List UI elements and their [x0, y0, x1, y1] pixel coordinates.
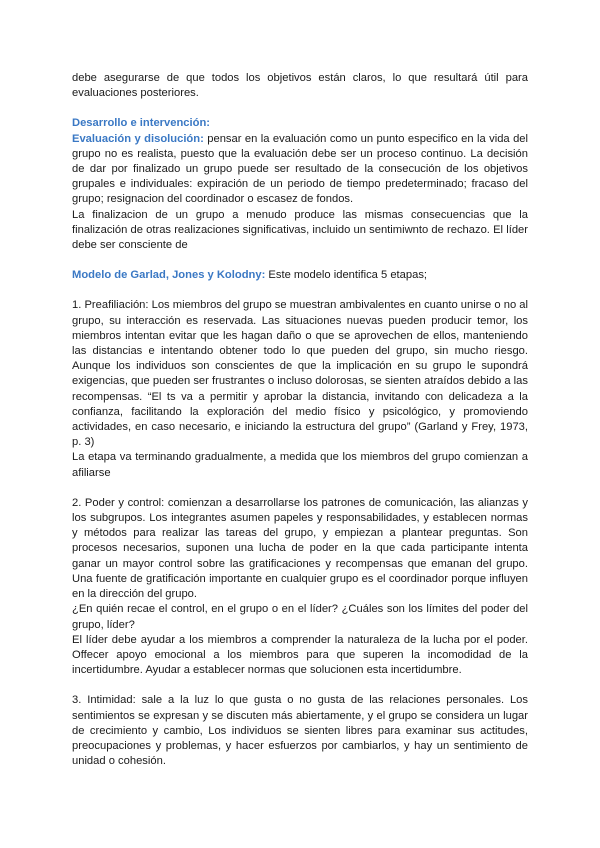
section-heading-desarrollo: Desarrollo e intervención: [72, 117, 211, 130]
document-body [72, 71, 528, 769]
intro-paragraph: debe asegurarse de que todos los objetivos están claros, lo que resultará útil para evaluaciones posteriores. [72, 72, 528, 100]
evaluacion-paragraph [72, 132, 528, 208]
etapa2-paragraph: 2. Poder y control: comienzan a desarrollarse los patrones de comunicación, las alianzas y los subgrupos. Los integrantes asumen papeles y responsabilidades, y establecen normas y métodos para realizar las tareas del grupo, y empiezan a plantear preguntas. Son procesos necesarios, suponen una lucha de poder en la que cada participante intenta ganar un mayor control sobre las gratificaciones y recompensas que emanan del grupo. Una fuente de gratificación importante en cualquier grupo es el coordinador porque influyen en la dirección del grupo. [72, 496, 528, 601]
evaluacion-text: pensar en la evaluación como un punto especifico en la vida del grupo no es realista, puesto que la evaluación debe ser un proceso continuo. La decisión de dar por finalizado un grupo puede ser resultado de la consecución de los objetivos grupales e individuales: expiración de un periodo de tiempo predeterminado; fracaso del grupo; resignacion del coordinador o escasez de fondos. [72, 132, 529, 206]
finalizacion-paragraph: La finalizacion de un grupo a menudo produce las mismas consecuencias que la finalización de otras realizaciones significativas, incluido un sentimiwnto de rechazo. El líder debe ser consciente de [72, 208, 528, 252]
etapa2-lider: El líder debe ayudar a los miembros a comprender la naturaleza de la lucha por el poder. Offecer apoyo emocional a los miembros para que superen la incomodidad de la incertidumbre. Ayudar a establecer normas que solucionen esta incertidumbre. [72, 633, 528, 677]
modelo-label: Modelo de Garlad, Jones y Kolodny: [72, 269, 266, 282]
evaluacion-label: Evaluación y disolución: [72, 132, 204, 145]
modelo-paragraph [72, 268, 528, 283]
modelo-text: Este modelo identifica 5 etapas; [265, 269, 428, 282]
etapa2-question: ¿En quién recae el control, en el grupo o en el líder? ¿Cuáles son los límites del poder del grupo, líder? [72, 603, 528, 631]
etapa3-paragraph: 3. Intimidad: sale a la luz lo que gusta o no gusta de las relaciones personales. Los sentimientos se expresan y se discuten más abiertamente, y el grupo se considera un lugar de crecimiento y cambio, Los individuos se sienten libres para examinar sus actitudes, preocupaciones y problemas, y hacer esfuerzos por cambiarlos, y hay un sentimiento de unidad o cohesión. [72, 694, 528, 768]
etapa1-paragraph: 1. Preafiliación: Los miembros del grupo se muestran ambivalentes en cuanto unirse o no al grupo, su interacción es reservada. Las situaciones nuevas pueden producir temor, los miembros intentan evitar que les hagan daño o que se aprovechen de ellos, manteniendo las distancias e intentando obtener todo lo que pueden del grupo, sin mucho riesgo. Aunque los individuos son conscientes de que la implicación en su grupo le supondrá exigencias, que pueden ser frustrantes o incluso dolorosas, se sienten atraídos debido a las recompensas. “El ts va a permitir y aprobar la distancia, invitando con delicadeza a la confianza, facilitando la exploración del medio físico y psicológico, y promoviendo actividades, en caso necesario, e iniciando la estructura del grupo” (Garland y Frey, 1973, p. 3) [72, 299, 528, 449]
etapa1-closing: La etapa va terminando gradualmente, a medida que los miembros del grupo comienzan a afiliarse [72, 451, 528, 479]
